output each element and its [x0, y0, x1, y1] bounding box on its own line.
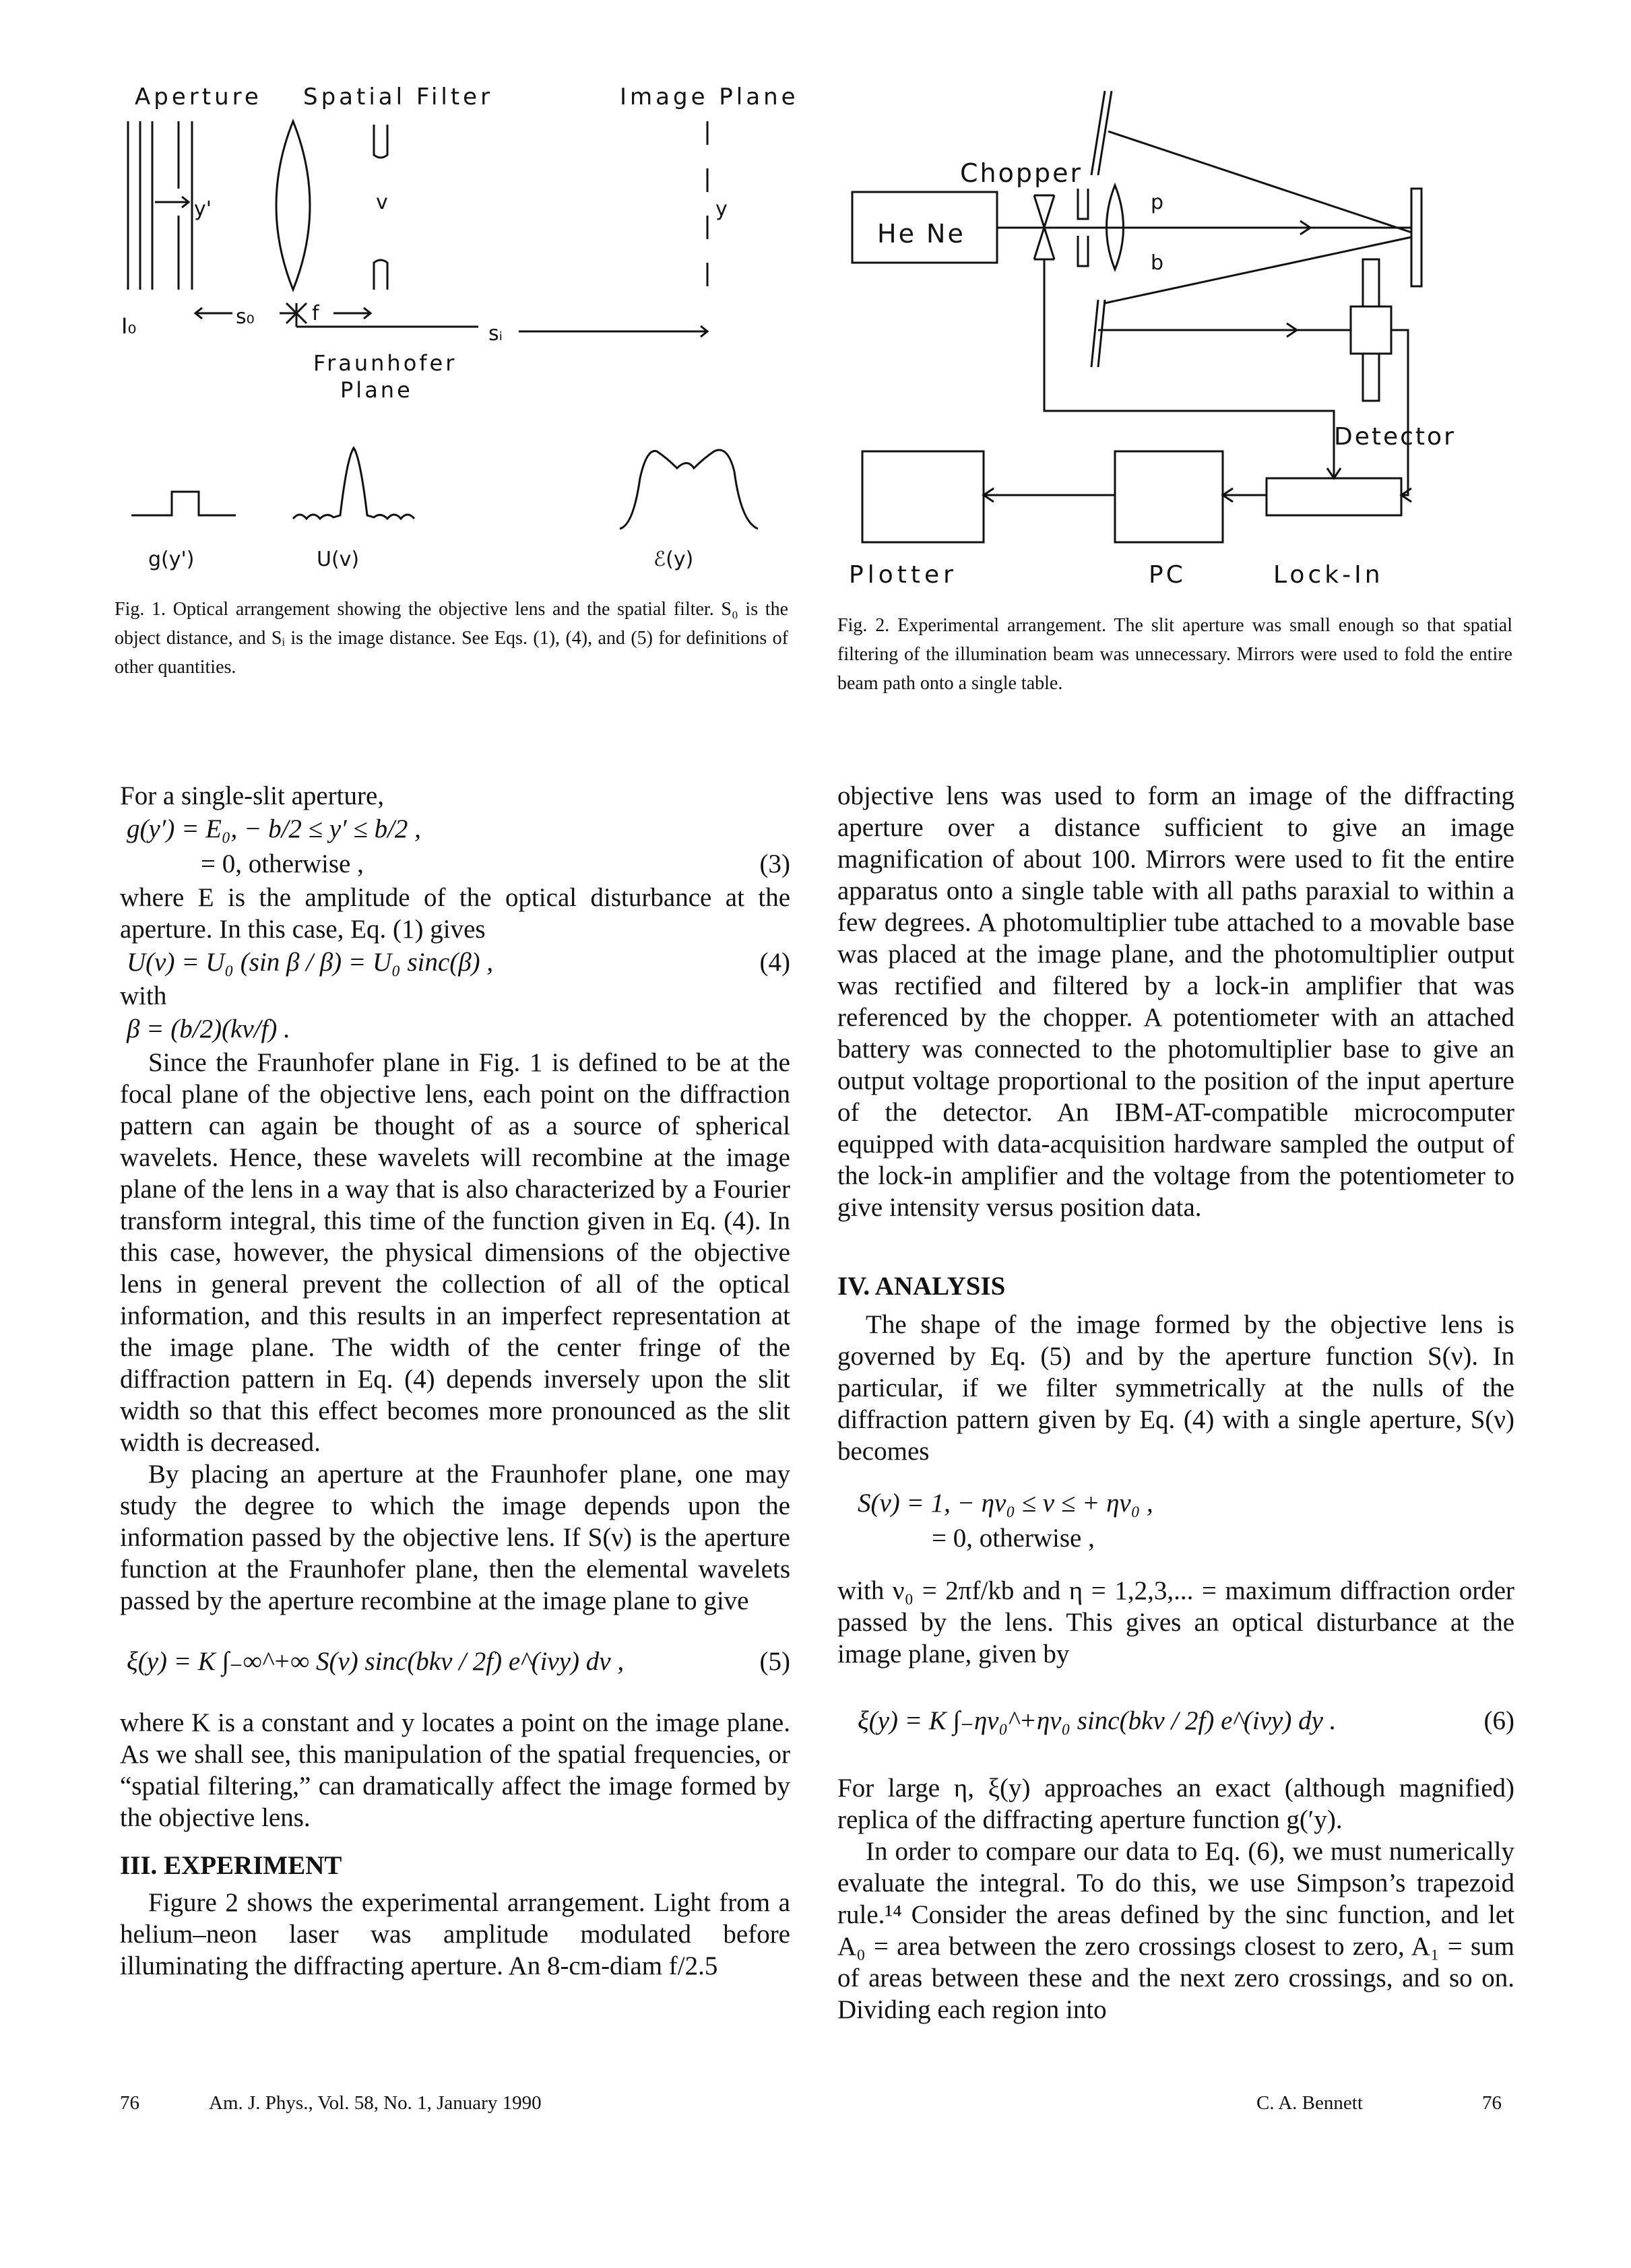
detector [1351, 259, 1391, 401]
end-mirror [1411, 189, 1421, 286]
figure-1-diagram [115, 81, 808, 573]
footer-journal: Am. J. Phys., Vol. 58, No. 1, January 1990 [209, 2092, 542, 2114]
fig1-si-label: sᵢ [488, 322, 503, 346]
fig1-s0-label: s₀ [236, 305, 255, 329]
section-heading-experiment: III. EXPERIMENT [120, 1851, 342, 1880]
fig2-caption-label: Fig. 2. [837, 615, 890, 636]
paragraph-aperture: By placing an aperture at the Fraunhofer plane, one may study the degree to which the image depends upon the information passed by the objective lens. If S(ν) is the aperture function at the Fraunhofer plane, then the elemental wavelets passed by the aperture recombine at the image plane to give [120, 1460, 790, 1615]
paragraph-experiment: Figure 2 shows the experimental arrangement. Light from a helium–neon laser was amplitude modulated before illuminating the diffracting aperture. An 8-cm-diam f/2.5 [120, 1888, 790, 1980]
fig2-pc-label: PC [1149, 561, 1186, 589]
fig1-image-plane-label: Image Plane [620, 84, 799, 110]
paragraph-analysis: The shape of the image formed by the objective lens is governed by Eq. (5) and by the aperture function S(ν). In particular, if we filter symmetrically at the nulls of the diffraction pattern given by Eq. (4) with a single aperture, S(ν) becomes [837, 1310, 1514, 1466]
fig2-lockin-label: Lock-In [1273, 561, 1384, 589]
equation-3-line-2: = 0, otherwise , (3) [201, 847, 790, 882]
equation-6-number: (6) [1483, 1706, 1514, 1735]
plotter-box [862, 451, 984, 542]
equation-4-number: (4) [759, 948, 790, 977]
equation-4: U(ν) = U₀ (sin β / β) = U₀ sinc(β) , (4) [127, 945, 790, 980]
fig2-b-label: b [1151, 251, 1164, 275]
footer-page-left: 76 [120, 2092, 139, 2114]
plot-g-rect [131, 492, 236, 515]
fig2-plotter-label: Plotter [849, 561, 957, 589]
fig2-chopper-label: Chopper [960, 158, 1083, 188]
fig1-e-label: ℰ(y) [653, 548, 694, 571]
paragraph-large-eta: For large η, ξ(y) approaches an exact (although magnified) replica of the diffracting aperture function g(′y). [837, 1774, 1514, 1834]
plot-e-image [620, 450, 758, 529]
equation-5: ξ(y) = K ∫₋∞^+∞ S(ν) sinc(bkν / 2f) e^(iνy) dν , (5) [127, 1631, 790, 1692]
distance-arrows [195, 303, 707, 337]
equation-s-line-1: S(ν) = 1, − ην₀ ≤ ν ≤ + ην₀ , [858, 1489, 1153, 1518]
section-heading-analysis: IV. ANALYSIS [837, 1272, 1006, 1301]
with-text: with [120, 981, 167, 1010]
fold-mirror-bottom [1091, 300, 1105, 367]
figure-2-caption [837, 611, 1512, 698]
right-column [837, 780, 1514, 2026]
figure-2-diagram [849, 81, 1509, 593]
fig2-laser-label: He Ne [877, 219, 965, 249]
equation-3-line-1: g(y′) = E₀, − b/2 ≤ y′ ≤ b/2 , [127, 814, 421, 843]
paragraph-lens-setup: objective lens was used to form an image of the diffracting aperture over a distance sufficient to give an image magnification of about 100. Mirrors were used to fit the entire apparatus onto a single table with all paths paraxial to within a few degrees. A photomultiplier tube attached to a movable base was placed at the image plane, and the photomultiplier output was rectified and filtered by a lock-in amplifier that was referenced by the chopper. A potentiometer with an attached battery was connected to the photomultiplier base to give an output voltage proportional to the position of the input aperture of the detector. An IBM-AT-compatible microcomputer equipped with data-acquisition hardware sampled the output of the lock-in amplifier and the voltage from the potentiometer to give intensity versus position data. [837, 781, 1514, 1222]
paragraph-simpson: In order to compare our data to Eq. (6), we must numerically evaluate the integral. To do this, we use Simpson’s trapezoid rule.¹⁴ Consider the areas defined by the sinc function, and let A₀ = area between the zero crossings closest to zero, A₁ = sum of areas between these and the next zero crossings, and so on. Dividing each region into [837, 1837, 1514, 2024]
equation-5-number: (5) [759, 1647, 790, 1676]
paragraph-fraunhofer: Since the Fraunhofer plane in Fig. 1 is defined to be at the focal plane of the objective lens, each point on the diffraction pattern can again be thought of as a source of spherical wavelets. Hence, these wavelets will recombine at the image plane of the lens in a way that is also characterized by a Fourier transform integral, this time of the function given in Eq. (4). In this case, however, the physical dimensions of the objective lens in general prevent the collection of all of the optical information, and this results in an imperfect representation at the image plane. The width of the center fringe of the diffraction pattern in Eq. (4) depends inversely upon the slit width so that this effect becomes more pronounced as the slit width is decreased. [120, 1048, 790, 1457]
fig2-p-label: p [1151, 191, 1164, 214]
fig1-aperture-label: Aperture [135, 84, 262, 110]
lockin-box [1267, 478, 1401, 515]
fig1-spatial-filter-label: Spatial Filter [303, 84, 494, 110]
paragraph-nu-zero: with ν₀ = 2πf/kb and η = 1,2,3,... = maximum diffraction order passed by the lens. This gives an optical disturbance at the image plane, given by [837, 1576, 1514, 1668]
fig1-y-prime-label: y' [194, 197, 212, 221]
left-column [120, 780, 790, 1982]
fig1-v-label: v [376, 191, 388, 214]
objective-lens [276, 121, 310, 290]
plot-u-sinc [293, 448, 414, 519]
fig1-y-label: y [715, 197, 728, 221]
fig2-caption-text: Experimental arrangement. The slit aperture was small enough so that spatial filtering of the illumination beam was unnecessary. Mirrors were used to fold the entire beam path onto a single table. [837, 615, 1513, 694]
aperture-plates [128, 121, 192, 290]
equation-3-number: (3) [759, 849, 790, 878]
fig1-g-label: g(y') [148, 548, 195, 571]
fold-mirror-top [1091, 91, 1112, 175]
fig1-i0-label: I₀ [121, 313, 137, 339]
pc-box [1115, 451, 1223, 542]
figure-1-caption [115, 595, 788, 682]
paragraph-spatial-filtering: where K is a constant and y locates a point on the image plane. As we shall see, this manipulation of the spatial frequencies, or “spatial filtering,” can dramatically affect the image formed by the objective lens. [120, 1708, 790, 1832]
footer-author: C. A. Bennett [1256, 2092, 1363, 2114]
beta-definition: β = (b/2)(kν/f) . [127, 1014, 290, 1043]
footer-page-right: 76 [1482, 2092, 1502, 2114]
fig1-fraunhofer-label: Fraunhofer [313, 350, 457, 376]
after-eq3-text: where E is the amplitude of the optical disturbance at the aperture. In this case, Eq. (1) gives [120, 883, 790, 944]
intro-text: For a single-slit aperture, [120, 781, 385, 810]
equation-s-line-2: = 0, otherwise , [932, 1524, 1095, 1553]
fig1-caption-label: Fig. 1. [115, 599, 166, 620]
fig1-plane-label: Plane [340, 377, 413, 403]
fig1-caption-text: Optical arrangement showing the objective lens and the spatial filter. S₀ is the object distance, and Sᵢ is the image distance. See Eqs. (1), (4), and (5) for definitions of other quantities. [115, 599, 788, 678]
fig1-u-label: U(v) [317, 548, 360, 571]
signal-wiring [984, 259, 1411, 502]
fig1-f-label: f [312, 302, 319, 325]
equation-6: ξ(y) = K ∫₋ην₀^+ην₀ sinc(bkν / 2f) e^(iνy) dy . (6) [858, 1687, 1514, 1755]
fig2-detector-label: Detector [1334, 423, 1456, 451]
